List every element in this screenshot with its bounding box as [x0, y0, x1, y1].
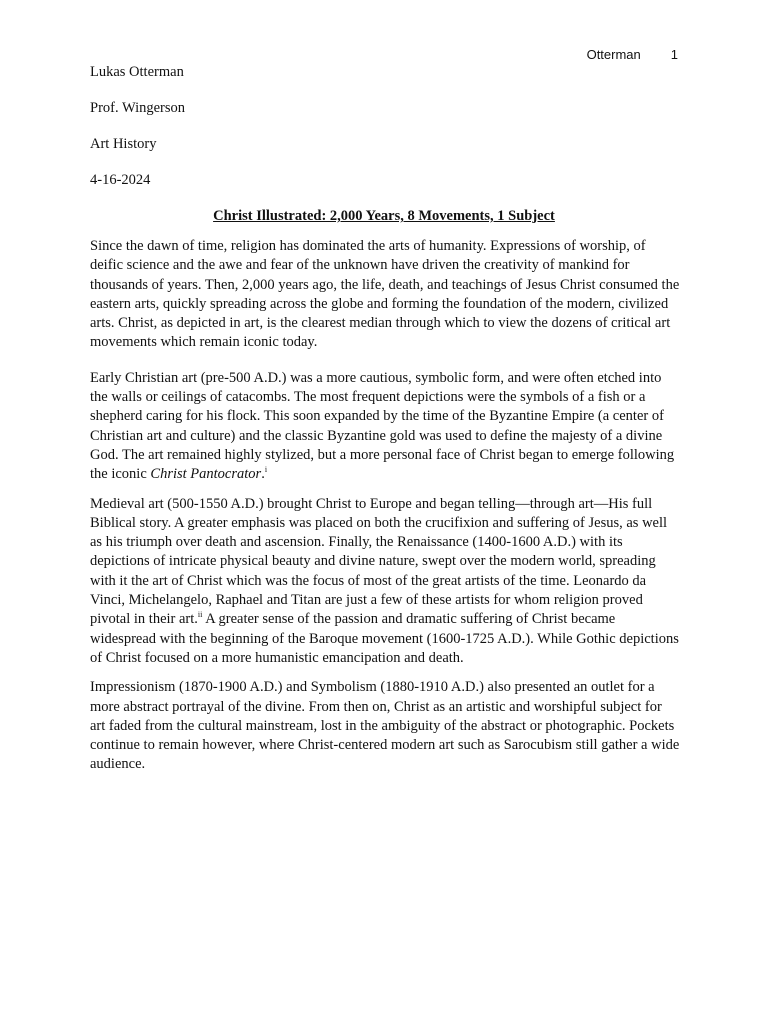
paragraph-modern: Impressionism (1870-1900 A.D.) and Symbolism (1880-1910 A.D.) also presented an outlet for a more abstract portrayal of the divine. From then on, Christ as an artistic and worshipful subject for art faded from the cultural mainstream, lost in the ambiguity of the abstract or photographic. Pockets continue to remain however, where Christ-centered modern art such as Sarocubism still gather a wide audience. — [90, 679, 680, 773]
paragraph-intro: Since the dawn of time, religion has dominated the arts of humanity. Expressions of worship, of deific science and the awe and fear of the unknown have driven the creativity of mankind for thousands of years. Then, 2,000 years ago, the life, death, and teachings of Jesus Christ consumed the eastern arts, quickly spreading across the globe and forming the foundation of the modern, civilized arts. Christ, as depicted in art, is the clearest median through which to view the dozens of critical art movements which remain iconic today. — [90, 238, 680, 351]
course-name: Art History — [90, 136, 157, 152]
endnote-ref-i[interactable]: i — [264, 465, 268, 475]
artwork-title: Christ Pantocrator — [150, 466, 262, 483]
header-page-number: 1 — [670, 47, 678, 62]
document-date: 4-16-2024 — [90, 172, 151, 188]
student-name: Lukas Otterman — [90, 64, 184, 80]
essay-title: Christ Illustrated: 2,000 Years, 8 Movements, 1 Subject — [213, 208, 555, 224]
mla-heading — [90, 63, 690, 207]
endnote-ref-ii[interactable]: ii — [197, 610, 203, 620]
running-header — [587, 47, 678, 63]
paragraph-early-christian — [90, 369, 680, 485]
paragraph-text-end: . — [261, 466, 265, 483]
professor-name: Prof. Wingerson — [90, 100, 186, 116]
paragraph-text-continued: A greater sense of the passion and dramatic suffering of Christ became widespread with the beginning of the Baroque movement (1600-1725 A.D.). While Gothic depictions of Christ focused on a more humanistic emancipation and death. — [90, 611, 679, 666]
paragraph-text: Medieval art (500-1550 A.D.) brought Christ to Europe and began telling—through art—His full Biblical story. A greater emphasis was placed on both the crucifixion and suffering of Jesus, as well as his triumph over death and ascension. Finally, the Renaissance (1400-1600 A.D.) with its depictions of intricate physical beauty and divine nature, swept over the modern world, spreading with it the art of Christ which was the focus of most of the great artists of the time. Leonardo da Vinci, Michelangelo, Raphael and Titan are just a few of these artists for whom religion proved pivotal in their art. — [90, 495, 668, 628]
paragraph-text: Early Christian art (pre-500 A.D.) was a more cautious, symbolic form, and were often etched into the walls or ceilings of catacombs. The most frequent depictions were the symbols of a fish or a shepherd caring for his flock. This soon expanded by the time of the Byzantine Empire (a center of Christian art and culture) and the classic Byzantine gold was used to define the majesty of a divine God. The art remained highly stylized, but a more personal face of Christ began to emerge following the iconic — [90, 369, 675, 483]
essay-body — [90, 237, 680, 785]
paragraph-medieval — [90, 495, 680, 669]
header-surname: Otterman — [586, 47, 641, 62]
